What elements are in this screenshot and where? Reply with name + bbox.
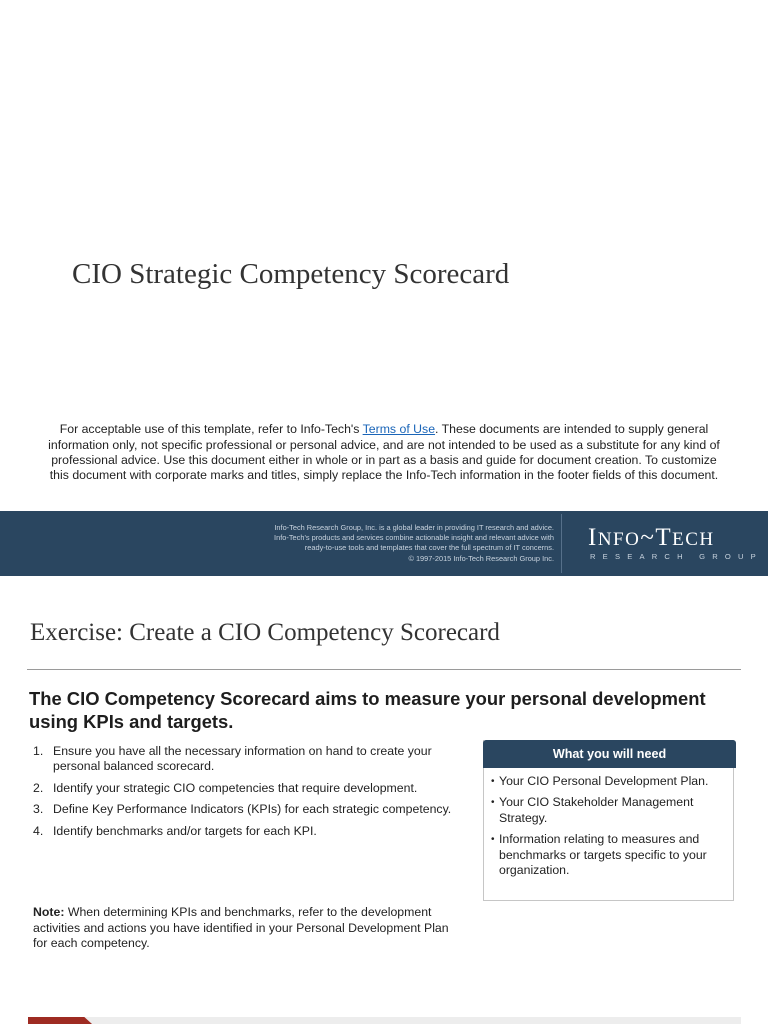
footer-copyright: © 1997-2015 Info-Tech Research Group Inc. (408, 553, 554, 563)
exercise-heading: The CIO Competency Scorecard aims to measure your personal development using KPIs and targets. (29, 688, 706, 732)
note-label: Note: (33, 905, 65, 920)
note-text: When determining KPIs and benchmarks, refer to the development activities and actions you have identified in your Personal Development Plan for each competency. (33, 905, 449, 950)
list-item (491, 795, 727, 826)
slide-bottom-strip (28, 1017, 741, 1024)
footer-divider (561, 514, 562, 573)
step-number: 2. (33, 780, 44, 795)
disclaimer-text-start: For acceptable use of this template, refer to Info-Tech's (59, 422, 363, 437)
need-item-text: Your CIO Personal Development Plan. (499, 774, 709, 788)
step-text: Ensure you have all the necessary information on hand to create your personal balanced scorecard. (53, 744, 432, 774)
terms-of-use-link[interactable]: Terms of Use (362, 422, 436, 437)
exercise-slide (0, 576, 768, 1024)
info-tech-logo: INFO~TECH (588, 524, 715, 551)
list-item (491, 832, 727, 878)
what-you-need-panel (483, 740, 734, 901)
note-paragraph (33, 905, 453, 951)
step-text: Define Key Performance Indicators (KPIs) for each strategic competency. (53, 802, 452, 817)
bullet-icon: • (491, 834, 495, 846)
list-item (491, 774, 727, 789)
steps-list (33, 744, 453, 845)
need-item-text: Information relating to measures and benchmarks or targets specific to your organization. (499, 832, 707, 878)
footer-company-text (194, 523, 554, 564)
step-number: 4. (33, 823, 44, 838)
step-text: Identify benchmarks and/or targets for each KPI. (53, 823, 317, 838)
step-number: 3. (33, 802, 44, 817)
need-item-text: Your CIO Stakeholder Management Strategy. (499, 795, 694, 825)
step-number: 1. (33, 744, 44, 758)
disclaimer-text-end: . These documents are intended to supply general information only, not specific professional or personal advice, and are not intended to be used as a substitute for any kind of professional advice. Use this document either in whole or in part as a basis and guide for document creation. To customize this document with corporate marks and titles, simply replace the Info-Tech information in the footer fields of this document. (48, 422, 720, 482)
logo-tagline: RESEARCH GROUP (590, 552, 763, 561)
document-title: CIO Strategic Competency Scorecard (72, 258, 510, 290)
usage-disclaimer (40, 422, 728, 483)
brand-flag (28, 1017, 92, 1024)
what-you-need-header: What you will need (483, 740, 736, 768)
footer-line: ready-to-use tools and templates that cover the full spectrum of IT concerns. (304, 543, 554, 553)
bullet-icon: • (491, 797, 495, 809)
list-item (33, 802, 453, 817)
need-list (491, 774, 727, 884)
step-text: Identify your strategic CIO competencies that require development. (53, 780, 418, 795)
footer-line: Info-Tech Research Group, Inc. is a global leader in providing IT research and advice. (274, 523, 554, 532)
footer-line: Info-Tech's products and services combine actionable insight and relevant advice with (274, 533, 554, 543)
list-item (33, 781, 453, 796)
list-item (33, 824, 453, 839)
list-item (33, 744, 453, 775)
bullet-icon: • (491, 776, 495, 787)
title-divider (27, 669, 741, 670)
footer-band (0, 511, 768, 576)
exercise-title: Exercise: Create a CIO Competency Scorecard (30, 619, 500, 646)
